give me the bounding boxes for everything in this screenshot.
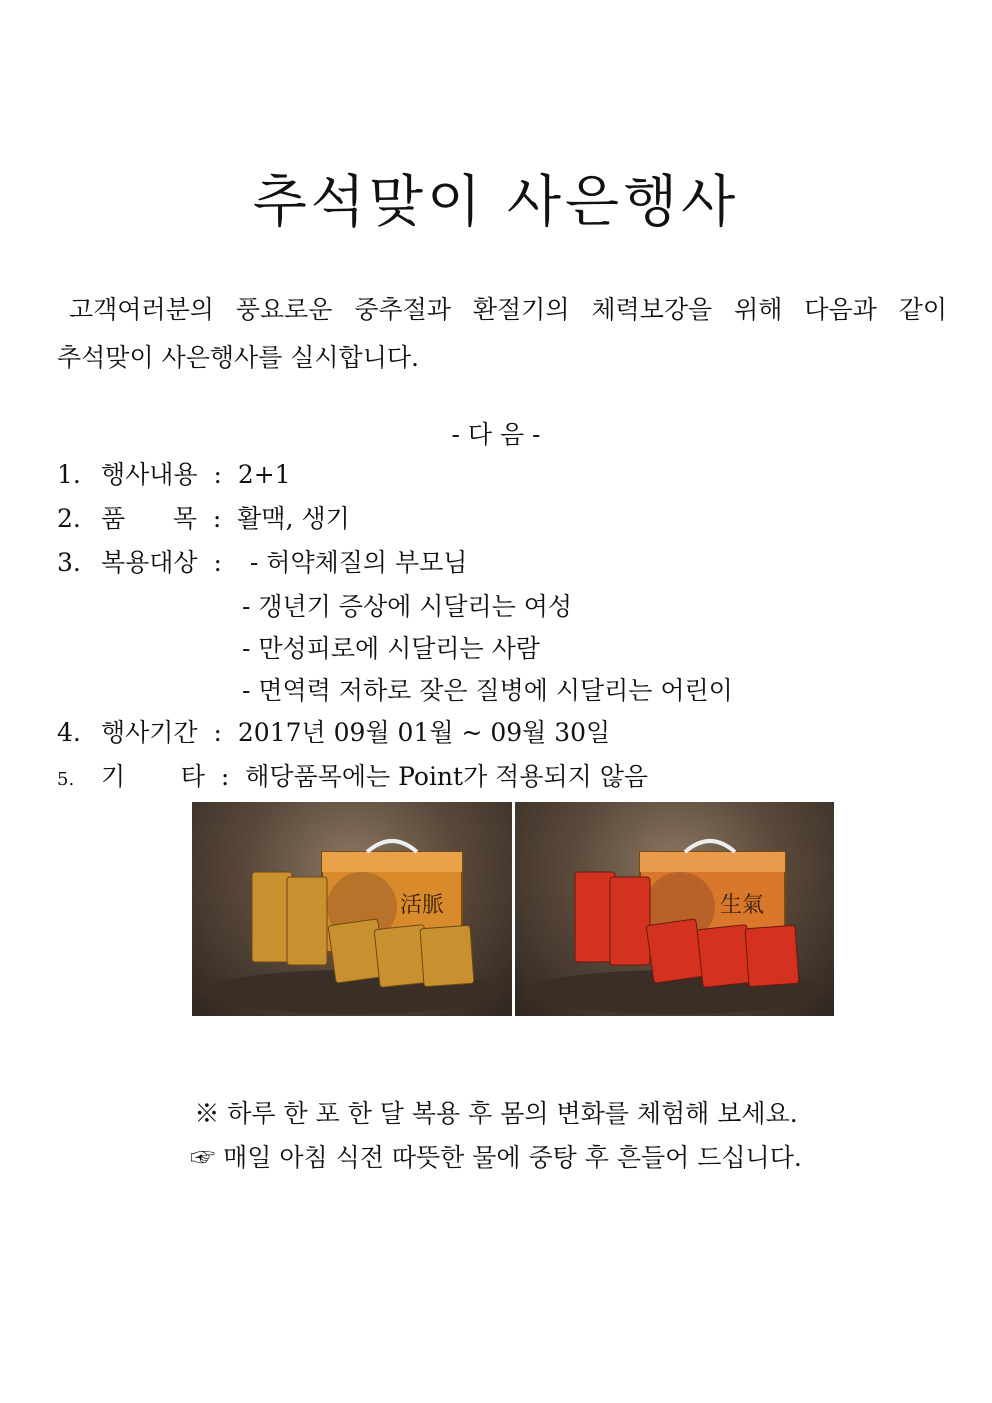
detail-row-products xyxy=(57,499,350,535)
target-line: - 갱년기 증상에 시달리는 여성 xyxy=(242,592,573,621)
intro-line-2: 추석맞이 사은행사를 실시합니다. xyxy=(57,343,419,372)
detail-row-target xyxy=(57,543,467,579)
detail-number: 4. xyxy=(57,718,81,747)
detail-label: 기 타 xyxy=(100,762,205,791)
section-separator: - 다 음 - xyxy=(451,420,541,449)
box-label: 生氣 xyxy=(719,893,764,918)
product-photo-saenggi xyxy=(515,802,835,1016)
target-line: - 만성피로에 시달리는 사람 xyxy=(242,634,540,663)
detail-label: 행사기간 xyxy=(100,718,198,747)
detail-number: 5. xyxy=(57,769,75,790)
detail-value: - 허약체질의 부모님 xyxy=(249,548,468,577)
intro-paragraph xyxy=(57,286,947,382)
detail-value: 활맥, 생기 xyxy=(237,504,350,533)
detail-label: 품 목 xyxy=(100,504,197,533)
detail-value: 2017년 09월 01월 ~ 09월 30일 xyxy=(237,718,611,747)
note-line: ※ 하루 한 포 한 달 복용 후 몸의 변화를 체험해 보세요. xyxy=(194,1099,798,1128)
usage-notes xyxy=(0,1092,992,1180)
detail-colon: : xyxy=(213,460,222,489)
detail-label: 복용대상 xyxy=(100,548,198,577)
detail-row-content xyxy=(57,455,291,491)
detail-value: 해당품목에는 Point가 적용되지 않음 xyxy=(245,762,649,791)
detail-colon: : xyxy=(212,504,222,533)
detail-row-period xyxy=(57,713,610,749)
intro-line-1: 고객여러분의 풍요로운 중추절과 환절기의 체력보강을 위해 다음과 같이 xyxy=(69,295,947,324)
detail-number: 1. xyxy=(57,460,81,489)
detail-value: 2+1 xyxy=(237,460,291,489)
detail-colon: : xyxy=(220,762,230,791)
page-title: 추석맞이 사은행사 xyxy=(252,170,740,235)
product-photo-hwalmaek xyxy=(192,802,512,1016)
detail-number: 3. xyxy=(57,548,81,577)
detail-label: 행사내용 xyxy=(100,460,198,489)
detail-colon: : xyxy=(213,718,222,747)
detail-row-etc xyxy=(57,757,648,793)
detail-colon: : xyxy=(213,548,222,577)
note-line: ☞ 매일 아침 식전 따뜻한 물에 중탕 후 흔들어 드십니다. xyxy=(190,1143,802,1172)
product-photos xyxy=(192,802,834,1016)
detail-number: 2. xyxy=(57,504,81,533)
box-label: 活脈 xyxy=(400,893,445,918)
target-line: - 면역력 저하로 잦은 질병에 시달리는 어린이 xyxy=(242,676,733,705)
